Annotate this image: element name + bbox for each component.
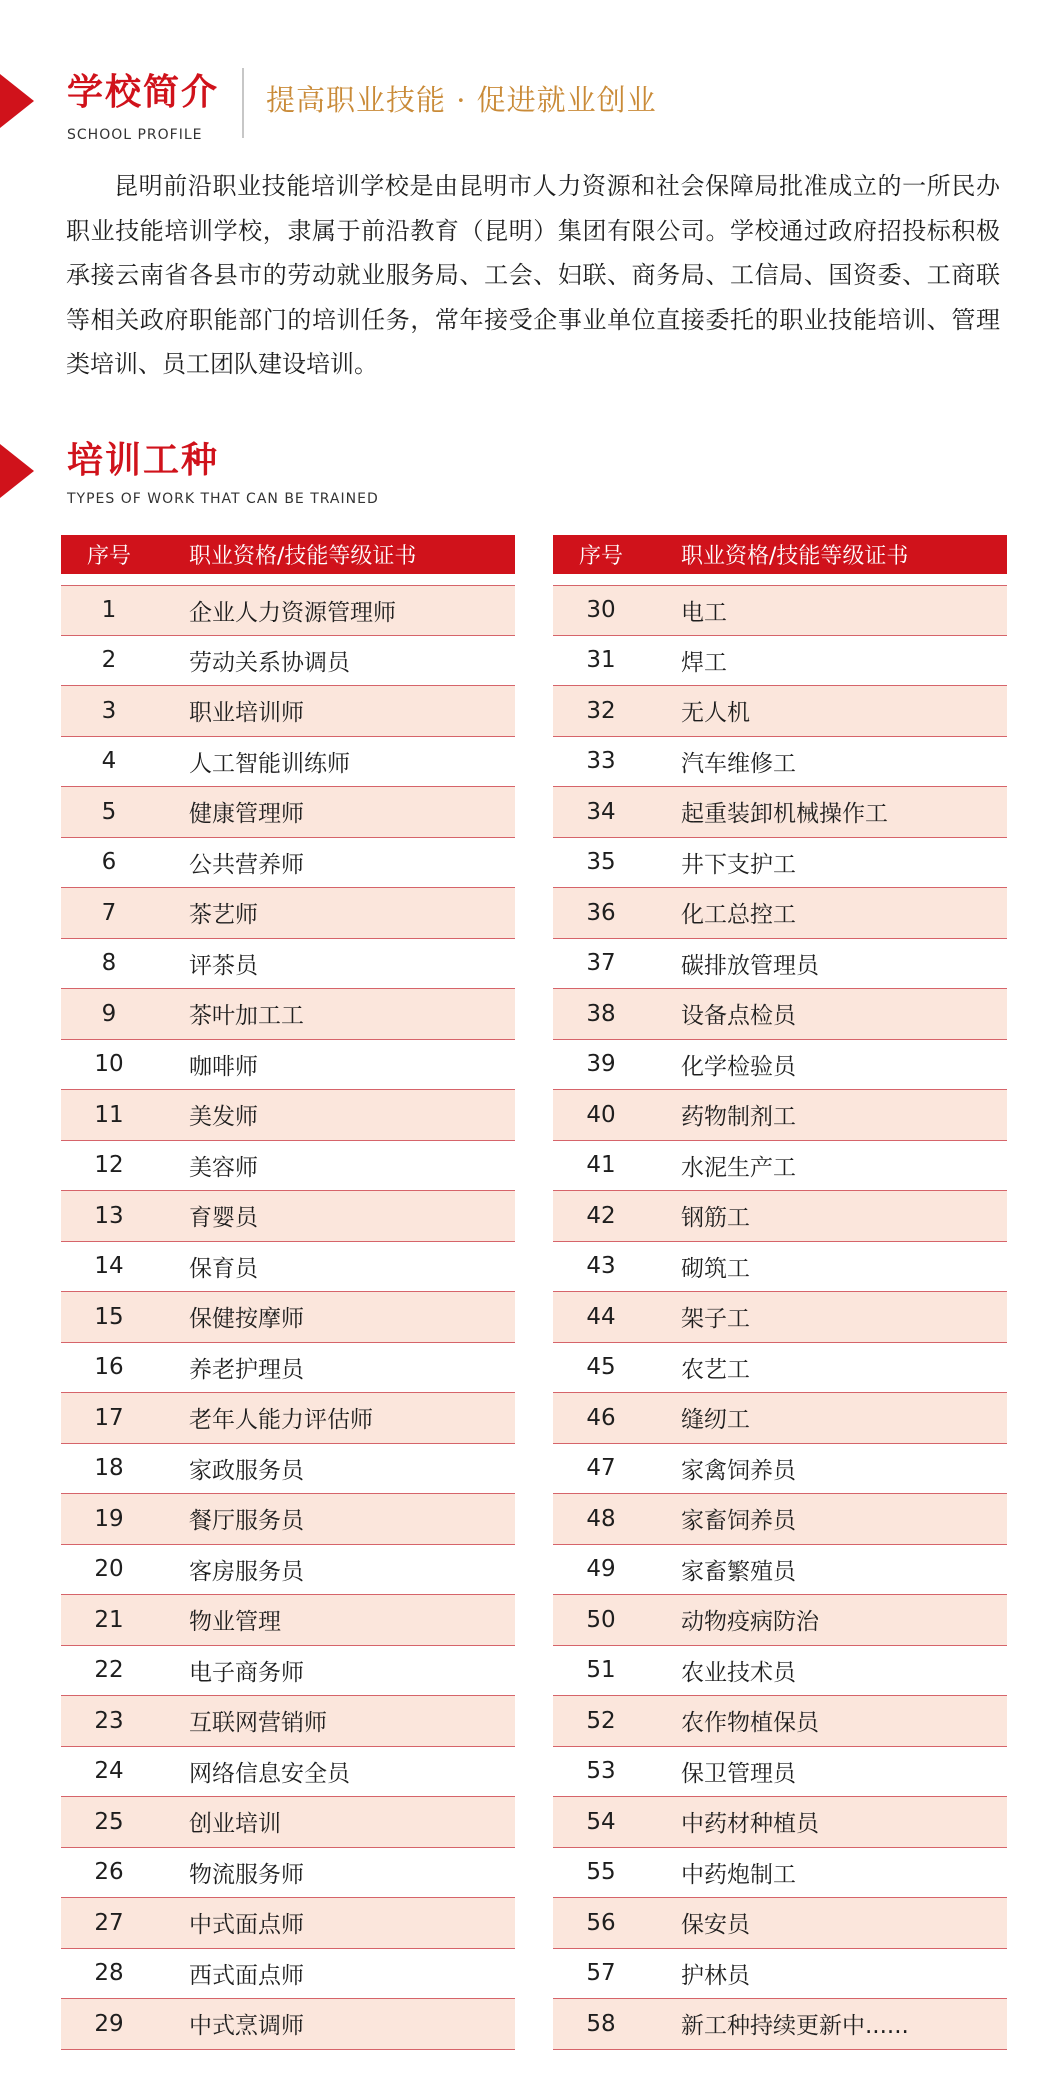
table-row <box>553 1191 1007 1242</box>
table-row <box>553 787 1007 838</box>
row-number: 48 <box>586 1505 616 1532</box>
row-certificate: 茶叶加工工 <box>189 1003 304 1030</box>
row-certificate: 电工 <box>681 599 727 626</box>
row-number: 50 <box>586 1606 616 1633</box>
table-row <box>553 1343 1007 1394</box>
table-header <box>553 535 1007 574</box>
table-row <box>553 1747 1007 1798</box>
row-number: 6 <box>101 849 117 876</box>
training-subtitle: TYPES OF WORK THAT CAN BE TRAINED <box>67 491 379 507</box>
table-row <box>61 989 515 1040</box>
row-certificate: 起重装卸机械操作工 <box>681 801 888 828</box>
row-number: 1 <box>101 597 117 624</box>
row-number: 54 <box>586 1808 616 1835</box>
row-number: 49 <box>586 1556 616 1583</box>
row-certificate: 保健按摩师 <box>189 1306 304 1333</box>
row-number: 14 <box>94 1253 124 1280</box>
table-row <box>553 1393 1007 1444</box>
row-certificate: 设备点检员 <box>681 1003 796 1030</box>
row-number: 5 <box>101 798 117 825</box>
table-row <box>61 1949 515 2000</box>
row-certificate: 家畜饲养员 <box>681 1508 796 1535</box>
row-number: 4 <box>101 748 117 775</box>
table-row <box>61 1545 515 1596</box>
header-num: 序号 <box>578 544 623 569</box>
header-num: 序号 <box>86 544 131 569</box>
row-number: 56 <box>586 1909 616 1936</box>
section-marker-icon <box>0 74 34 128</box>
table-row <box>553 1141 1007 1192</box>
table-row <box>553 1646 1007 1697</box>
row-certificate: 中药炮制工 <box>681 1861 796 1888</box>
row-certificate: 网络信息安全员 <box>189 1760 350 1787</box>
table-row <box>553 737 1007 788</box>
row-number: 22 <box>94 1657 124 1684</box>
table-row <box>61 1393 515 1444</box>
row-number: 34 <box>586 798 616 825</box>
table-header <box>61 535 515 574</box>
table-row <box>553 1797 1007 1848</box>
row-certificate: 钢筋工 <box>681 1205 750 1232</box>
table-row <box>553 1040 1007 1091</box>
table-row <box>553 1696 1007 1747</box>
table-row <box>553 1595 1007 1646</box>
row-number: 44 <box>586 1303 616 1330</box>
row-certificate: 井下支护工 <box>681 851 796 878</box>
row-certificate: 人工智能训练师 <box>189 750 350 777</box>
row-number: 7 <box>101 899 117 926</box>
row-certificate: 保安员 <box>681 1912 750 1939</box>
row-certificate: 客房服务员 <box>189 1558 304 1585</box>
row-certificate: 劳动关系协调员 <box>189 649 350 676</box>
row-number: 21 <box>94 1606 124 1633</box>
table-row <box>61 636 515 687</box>
row-number: 25 <box>94 1808 124 1835</box>
table-row <box>61 1444 515 1495</box>
row-number: 18 <box>94 1455 124 1482</box>
row-number: 17 <box>94 1404 124 1431</box>
table-row <box>61 1040 515 1091</box>
row-certificate: 中式烹调师 <box>189 2013 304 2040</box>
row-number: 15 <box>94 1303 124 1330</box>
table-row <box>553 636 1007 687</box>
row-certificate: 家畜繁殖员 <box>681 1558 796 1585</box>
table-row <box>553 686 1007 737</box>
row-certificate: 创业培训 <box>189 1811 281 1838</box>
row-certificate: 老年人能力评估师 <box>189 1407 373 1434</box>
row-certificate: 护林员 <box>681 1962 750 1989</box>
row-number: 57 <box>586 1960 616 1987</box>
table-row <box>61 1999 515 2050</box>
row-certificate: 缝纫工 <box>681 1407 750 1434</box>
table-row <box>61 1797 515 1848</box>
row-number: 26 <box>94 1859 124 1886</box>
row-certificate: 动物疫病防治 <box>681 1609 819 1636</box>
row-number: 47 <box>586 1455 616 1482</box>
table-row <box>61 1292 515 1343</box>
row-certificate: 评茶员 <box>189 952 258 979</box>
title-divider <box>242 68 244 138</box>
row-number: 38 <box>586 1000 616 1027</box>
row-number: 10 <box>94 1051 124 1078</box>
table-row <box>61 1141 515 1192</box>
table-row <box>553 1292 1007 1343</box>
row-number: 9 <box>101 1000 117 1027</box>
row-certificate: 农艺工 <box>681 1356 750 1383</box>
row-number: 40 <box>586 1101 616 1128</box>
section-marker-icon <box>0 444 34 498</box>
table-row <box>61 737 515 788</box>
header-name: 职业资格/技能等级证书 <box>189 544 417 569</box>
row-number: 13 <box>94 1202 124 1229</box>
row-certificate: 中药材种植员 <box>681 1811 819 1838</box>
row-certificate: 西式面点师 <box>189 1962 304 1989</box>
row-number: 23 <box>94 1707 124 1734</box>
row-certificate: 碳排放管理员 <box>681 952 819 979</box>
row-number: 24 <box>94 1758 124 1785</box>
row-number: 33 <box>586 748 616 775</box>
row-certificate: 化工总控工 <box>681 902 796 929</box>
table-row <box>61 1191 515 1242</box>
row-number: 2 <box>101 647 117 674</box>
row-certificate: 家禽饲养员 <box>681 1457 796 1484</box>
row-certificate: 互联网营销师 <box>189 1710 327 1737</box>
table-row <box>61 686 515 737</box>
row-number: 53 <box>586 1758 616 1785</box>
table-row <box>553 1545 1007 1596</box>
slogan: 提高职业技能 · 促进就业创业 <box>266 83 657 117</box>
profile-subtitle: SCHOOL PROFILE <box>67 127 203 143</box>
row-certificate: 育婴员 <box>189 1205 258 1232</box>
row-certificate: 农业技术员 <box>681 1659 796 1686</box>
row-number: 58 <box>586 2010 616 2037</box>
row-number: 43 <box>586 1253 616 1280</box>
row-certificate: 健康管理师 <box>189 801 304 828</box>
table-row <box>553 585 1007 636</box>
row-number: 55 <box>586 1859 616 1886</box>
row-certificate: 保育员 <box>189 1255 258 1282</box>
row-number: 42 <box>586 1202 616 1229</box>
row-certificate: 企业人力资源管理师 <box>189 599 396 626</box>
table-row <box>553 838 1007 889</box>
row-number: 27 <box>94 1909 124 1936</box>
training-table-left <box>61 535 515 2050</box>
profile-text: 昆明前沿职业技能培训学校是由昆明市人力资源和社会保障局批准成立的一所民办职业技能培训学校，隶属于前沿教育（昆明）集团有限公司。学校通过政府招投标积极承接云南省各县市的劳动就业服务局、工会、妇联、商务局、工信局、国资委、工商联等相关政府职能部门的培训任务，常年接受企事业单位直接委托的职业技能培训、管理类培训、员工团队建设培训。 <box>66 172 1000 378</box>
row-certificate: 新工种持续更新中...... <box>681 2013 909 2040</box>
table-row <box>61 1090 515 1141</box>
training-table-right <box>553 535 1007 2050</box>
row-certificate: 茶艺师 <box>189 902 258 929</box>
table-row <box>553 1242 1007 1293</box>
row-certificate: 化学检验员 <box>681 1053 796 1080</box>
row-certificate: 农作物植保员 <box>681 1710 819 1737</box>
table-row <box>553 1848 1007 1899</box>
table-row <box>553 1444 1007 1495</box>
table-row <box>61 838 515 889</box>
row-number: 3 <box>101 697 117 724</box>
row-certificate: 水泥生产工 <box>681 1154 796 1181</box>
table-row <box>61 787 515 838</box>
row-number: 52 <box>586 1707 616 1734</box>
row-number: 28 <box>94 1960 124 1987</box>
row-certificate: 公共营养师 <box>189 851 304 878</box>
row-number: 32 <box>586 697 616 724</box>
table-row <box>553 989 1007 1040</box>
row-number: 39 <box>586 1051 616 1078</box>
row-certificate: 咖啡师 <box>189 1053 258 1080</box>
row-number: 30 <box>586 597 616 624</box>
row-number: 31 <box>586 647 616 674</box>
row-number: 45 <box>586 1354 616 1381</box>
table-row <box>61 1646 515 1697</box>
table-row <box>61 1898 515 1949</box>
row-number: 35 <box>586 849 616 876</box>
table-row <box>553 1949 1007 2000</box>
row-certificate: 砌筑工 <box>681 1255 750 1282</box>
row-number: 46 <box>586 1404 616 1431</box>
table-row <box>61 1242 515 1293</box>
profile-title: 学校简介 <box>67 72 220 113</box>
table-row <box>553 888 1007 939</box>
row-certificate: 养老护理员 <box>189 1356 304 1383</box>
training-title: 培训工种 <box>67 440 220 481</box>
table-row <box>61 1343 515 1394</box>
row-certificate: 电子商务师 <box>189 1659 304 1686</box>
row-certificate: 药物制剂工 <box>681 1104 796 1131</box>
table-row <box>61 939 515 990</box>
table-row <box>61 888 515 939</box>
table-row <box>553 939 1007 990</box>
row-number: 12 <box>94 1152 124 1179</box>
row-certificate: 中式面点师 <box>189 1912 304 1939</box>
table-row <box>553 1494 1007 1545</box>
row-certificate: 家政服务员 <box>189 1457 304 1484</box>
row-number: 36 <box>586 899 616 926</box>
row-certificate: 美容师 <box>189 1154 258 1181</box>
row-certificate: 物业管理 <box>189 1609 281 1636</box>
row-number: 8 <box>101 950 117 977</box>
table-row <box>553 1999 1007 2050</box>
row-certificate: 焊工 <box>681 649 727 676</box>
table-row <box>61 1848 515 1899</box>
table-row <box>61 1747 515 1798</box>
row-certificate: 美发师 <box>189 1104 258 1131</box>
row-number: 29 <box>94 2010 124 2037</box>
table-row <box>553 1898 1007 1949</box>
row-number: 51 <box>586 1657 616 1684</box>
row-certificate: 保卫管理员 <box>681 1760 796 1787</box>
row-certificate: 职业培训师 <box>189 700 304 727</box>
table-row <box>61 1595 515 1646</box>
row-certificate: 餐厅服务员 <box>189 1508 304 1535</box>
row-number: 20 <box>94 1556 124 1583</box>
table-row <box>61 1696 515 1747</box>
row-certificate: 汽车维修工 <box>681 750 796 777</box>
table-row <box>61 585 515 636</box>
row-certificate: 架子工 <box>681 1306 750 1333</box>
row-certificate: 无人机 <box>681 700 750 727</box>
row-number: 11 <box>94 1101 124 1128</box>
header-name: 职业资格/技能等级证书 <box>681 544 909 569</box>
row-number: 41 <box>586 1152 616 1179</box>
row-number: 16 <box>94 1354 124 1381</box>
row-certificate: 物流服务师 <box>189 1861 304 1888</box>
row-number: 19 <box>94 1505 124 1532</box>
table-row <box>61 1494 515 1545</box>
row-number: 37 <box>586 950 616 977</box>
table-row <box>553 1090 1007 1141</box>
